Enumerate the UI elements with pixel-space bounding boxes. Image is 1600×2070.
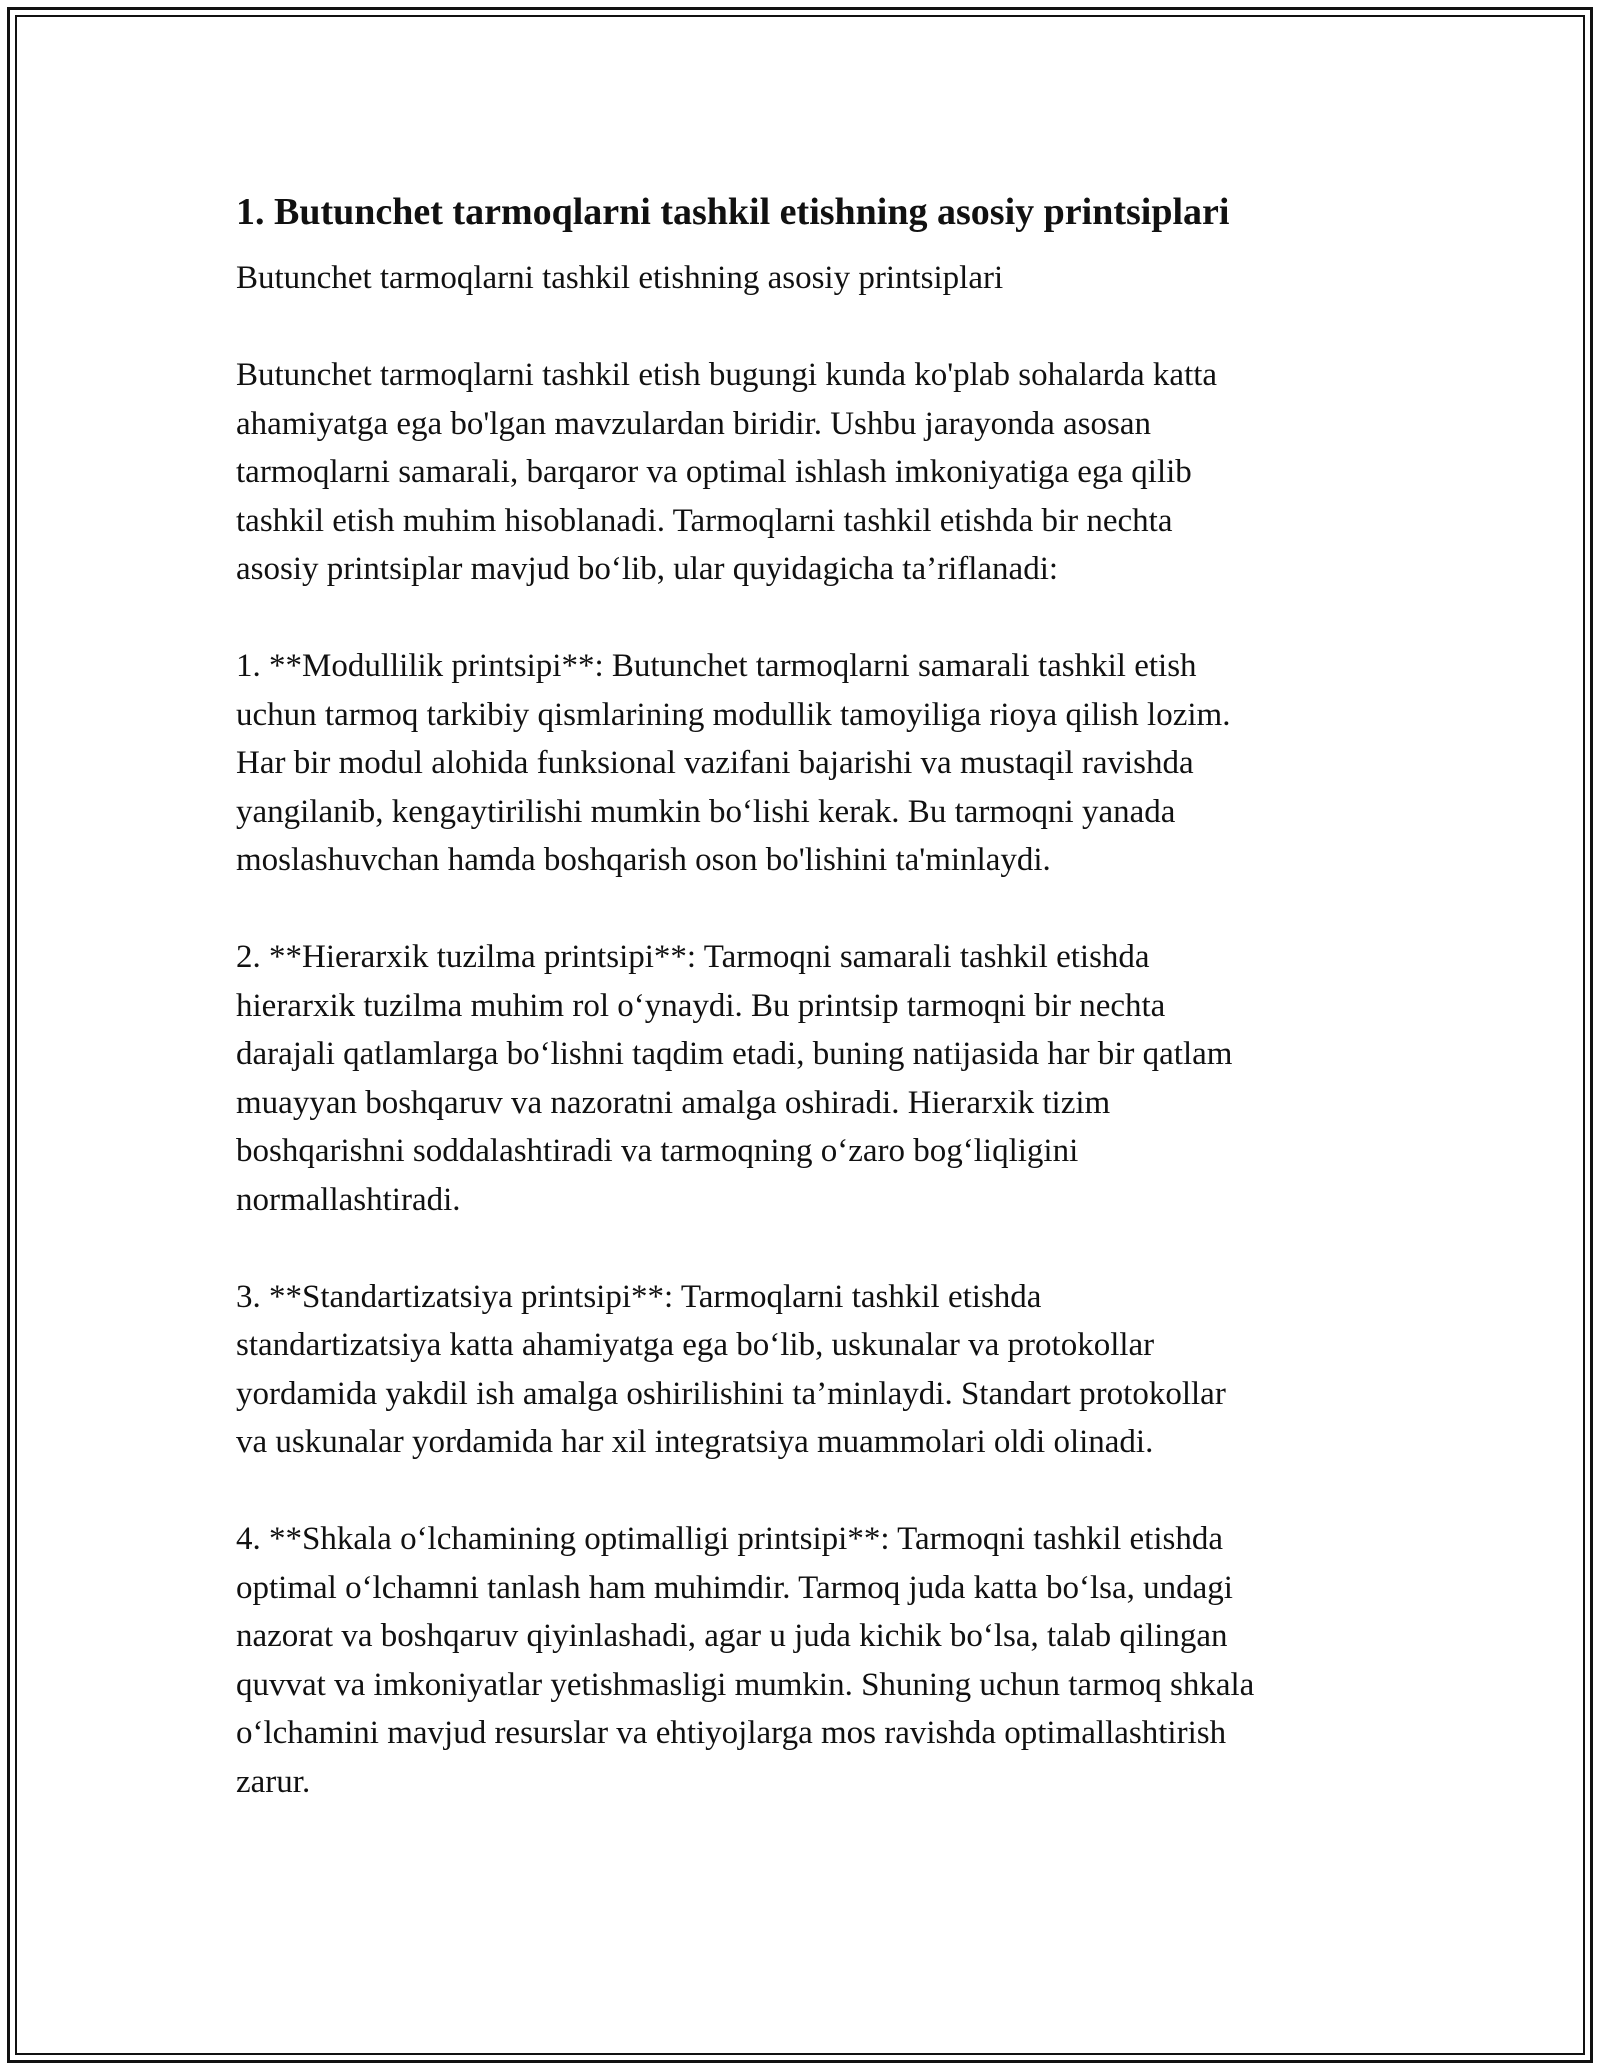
- text-line: optimal o‘lchamni tanlash ham muhimdir. Tarmoq juda katta bo‘lsa, undagi: [236, 1569, 1233, 1606]
- text-line: yordamida yakdil ish amalga oshirilishini ta’minlaydi. Standart protokollar: [236, 1375, 1226, 1412]
- text-line: muayyan boshqaruv va nazoratni amalga oshiradi. Hierarxik tizim: [236, 1084, 1111, 1121]
- principle-3-paragraph: [236, 1273, 1386, 1467]
- section-subtitle: Butunchet tarmoqlarni tashkil etishning asosiy printsiplari: [236, 260, 1004, 296]
- text-line: Har bir modul alohida funksional vazifani bajarishi va mustaqil ravishda: [236, 745, 1194, 781]
- text-line: ahamiyatga ega bo'lgan mavzulardan biridir. Ushbu jarayonda asosan: [236, 405, 1151, 442]
- principle-1-paragraph: [236, 642, 1386, 885]
- text-line: o‘lchamini mavjud resurslar va ehtiyojlarga mos ravishda optimallashtirish: [236, 1715, 1227, 1751]
- text-line: standartizatsiya katta ahamiyatga ega bo‘lib, uskunalar va protokollar: [236, 1327, 1155, 1363]
- text-line: tashkil etish muhim hisoblanadi. Tarmoqlarni tashkil etishda bir nechta: [236, 502, 1173, 539]
- text-line: zarur.: [236, 1763, 311, 1800]
- intro-paragraph: [236, 351, 1386, 594]
- text-line: 3. **Standartizatsiya printsipi**: Tarmoqlarni tashkil etishda: [236, 1278, 1042, 1315]
- text-line: quvvat va imkoniyatlar yetishmasligi mumkin. Shuning uchun tarmoq shkala: [236, 1666, 1255, 1703]
- text-line: 2. **Hierarxik tuzilma printsipi**: Tarmoqni samarali tashkil etishda: [236, 939, 1150, 975]
- principle-2-paragraph: [236, 933, 1386, 1224]
- document-body: [236, 184, 1386, 1806]
- principle-4-paragraph: [236, 1515, 1386, 1806]
- text-line: yangilanib, kengaytirilishi mumkin bo‘lishi kerak. Bu tarmoqni yanada: [236, 793, 1176, 830]
- text-line: boshqarishni soddalashtiradi va tarmoqning o‘zaro bog‘liqligini: [236, 1133, 1079, 1169]
- text-line: Butunchet tarmoqlarni tashkil etish bugungi kunda ko'plab sohalarda katta: [236, 357, 1218, 393]
- text-line: 4. **Shkala o‘lchamining optimalligi printsipi**: Tarmoqni tashkil etishda: [236, 1521, 1223, 1557]
- text-line: normallashtiradi.: [236, 1181, 461, 1218]
- text-line: hierarxik tuzilma muhim rol o‘ynaydi. Bu printsip tarmoqni bir nechta: [236, 987, 1166, 1024]
- text-line: tarmoqlarni samarali, barqaror va optimal ishlash imkoniyatiga ega qilib: [236, 454, 1192, 490]
- text-line: nazorat va boshqaruv qiyinlashadi, agar u juda kichik bo‘lsa, talab qilingan: [236, 1618, 1228, 1654]
- text-line: va uskunalar yordamida har xil integratsiya muammolari oldi olinadi.: [236, 1424, 1154, 1460]
- section-heading: 1. Butunchet tarmoqlarni tashkil etishning asosiy printsiplari: [236, 191, 1230, 233]
- text-line: darajali qatlamlarga bo‘lishni taqdim etadi, buning natijasida har bir qatlam: [236, 1036, 1233, 1072]
- text-line: 1. **Modullilik printsipi**: Butunchet tarmoqlarni samarali tashkil etish: [236, 648, 1197, 684]
- text-line: asosiy printsiplar mavjud bo‘lib, ular quyidagicha ta’riflanadi:: [236, 551, 1059, 587]
- text-line: moslashuvchan hamda boshqarish oson bo'lishini ta'minlaydi.: [236, 842, 1051, 878]
- text-line: uchun tarmoq tarkibiy qismlarining modullik tamoyiliga rioya qilish lozim.: [236, 696, 1231, 733]
